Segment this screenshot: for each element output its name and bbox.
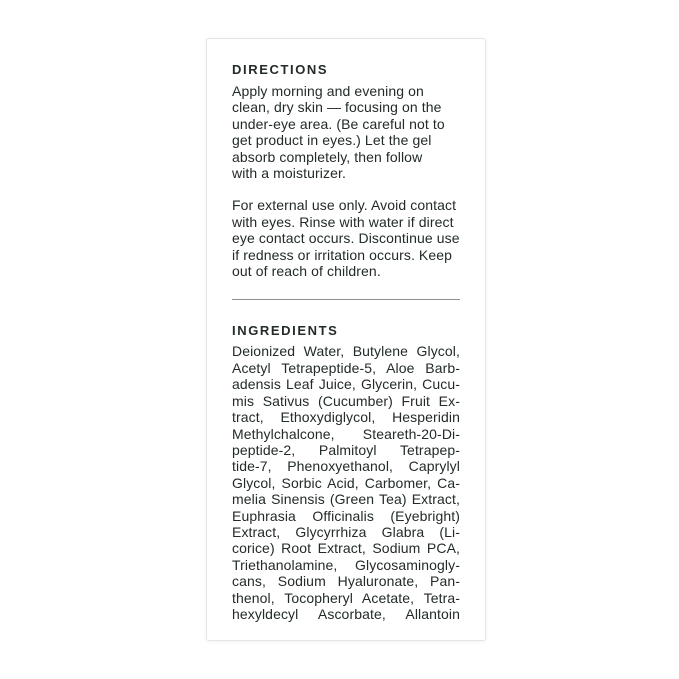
label-panel [206, 38, 486, 641]
text-line: Extract, Glycyrrhiza Glabra (Li- [232, 523, 460, 540]
directions-section [232, 63, 460, 279]
text-line: get product in eyes.) Let the gel [232, 132, 432, 149]
directions-warning-paragraph [232, 197, 460, 279]
text-line: thenol, Tocopheryl Acetate, Tetra- [232, 589, 460, 606]
directions-usage-paragraph [232, 83, 460, 181]
text-line: Triethanolamine, Glycosaminogly- [232, 556, 460, 573]
text-line: absorb completely, then follow [232, 148, 423, 165]
text-line: if redness or irritation occurs. Keep [232, 246, 453, 263]
text-line: out of reach of children. [232, 263, 381, 280]
text-line: Apply morning and evening on [232, 83, 424, 99]
text-line: Methylchalcone, Steareth-20-Di- [232, 425, 460, 442]
text-line: melia Sinensis (Green Tea) Extract, [232, 491, 460, 508]
text-line: corice) Root Extract, Sodium PCA, [232, 540, 460, 557]
text-line: mis Sativus (Cucumber) Fruit Ex- [232, 392, 460, 409]
text-line: For external use only. Avoid contact [232, 197, 457, 214]
text-line: Deionized Water, Butylene Glycol, [232, 343, 460, 360]
text-line: adensis Leaf Juice, Glycerin, Cucu- [232, 376, 460, 393]
text-line: tide-7, Phenoxyethanol, Caprylyl [232, 458, 460, 475]
text-line: Acetyl Tetrapeptide-5, Aloe Barb- [232, 359, 460, 376]
text-line: Glycol, Sorbic Acid, Carbomer, Ca- [232, 474, 460, 491]
text-line: peptide-2, Palmitoyl Tetrapep- [232, 441, 460, 458]
text-line: eye contact occurs. Discontinue use [232, 230, 460, 247]
ingredients-heading: INGREDIENTS [232, 323, 339, 339]
text-line: Euphrasia Officinalis (Eyebright) [232, 507, 460, 524]
text-line: tract, Ethoxydiglycol, Hesperidin [232, 409, 460, 426]
ingredients-list [232, 343, 460, 622]
text-line: clean, dry skin — focusing on the [232, 99, 442, 116]
text-line: under-eye area. (Be careful not to [232, 115, 445, 132]
section-divider [232, 299, 460, 300]
ingredients-section [232, 324, 460, 622]
text-line: hexyldecyl Ascorbate, Allantoin [232, 605, 460, 622]
text-line: cans, Sodium Hyaluronate, Pan- [232, 573, 460, 590]
text-line: with a moisturizer. [232, 165, 346, 182]
directions-heading: DIRECTIONS [232, 62, 329, 77]
text-line: with eyes. Rinse with water if direct [232, 213, 454, 230]
